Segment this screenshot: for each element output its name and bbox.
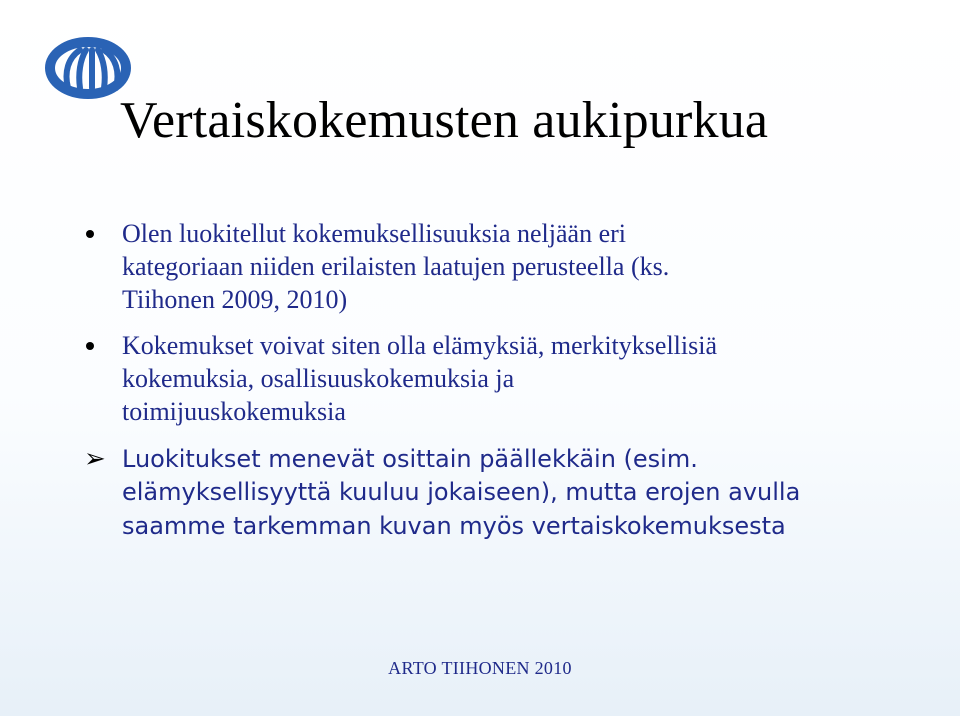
bullet-line: Kokemukset voivat siten olla elämyksiä, merkityksellisiä: [122, 331, 717, 361]
bullet-line: saamme tarkemman kuvan myös vertaiskokemuksesta: [122, 511, 786, 540]
bullet-line: Olen luokitellut kokemuksellisuuksia neljään eri: [122, 219, 627, 248]
bullet-list: [84, 218, 922, 557]
bullet-marker: [84, 330, 92, 363]
slide-title: Vertaiskokemusten aukipurkua: [120, 92, 769, 149]
bullet-line: toimijuuskokemuksia: [122, 396, 346, 426]
bullet-line: kokemuksia, osallisuuskokemuksia ja: [122, 364, 515, 393]
bullet-item-2: [122, 330, 922, 428]
bullet-line: Tiihonen 2009, 2010): [122, 284, 348, 314]
footer-author: ARTO TIIHONEN 2010: [388, 658, 572, 678]
shell-logo-icon: [40, 24, 136, 100]
bullet-item-1: [122, 218, 922, 316]
bullet-line: kategoriaan niiden erilaisten laatujen perusteella (ks.: [122, 251, 670, 281]
bullet-marker: [84, 218, 92, 251]
arrow-bullet-icon: ➢: [84, 443, 106, 473]
bullet-line: elämyksellisyyttä kuuluu jokaiseen), mutta erojen avulla: [122, 478, 801, 507]
bullet-line: Luokitukset menevät osittain päällekkäin (esim.: [122, 444, 698, 473]
bullet-item-3: [84, 443, 922, 544]
